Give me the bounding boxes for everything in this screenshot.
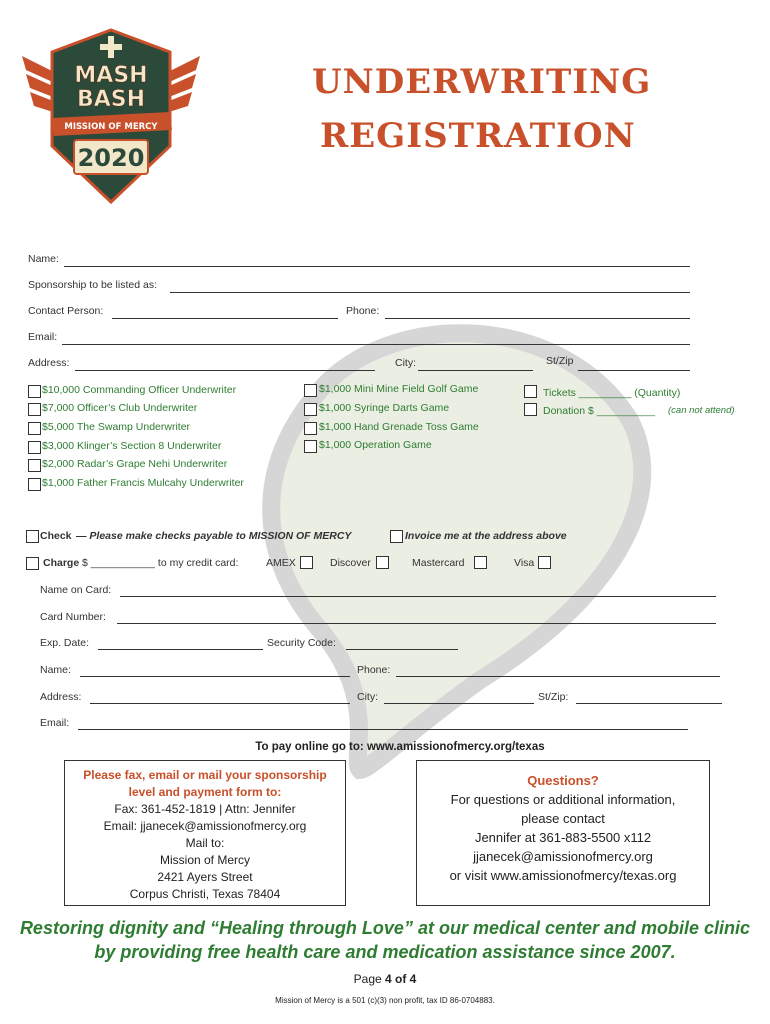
address-label: Address: — [28, 357, 70, 369]
level-label: $5,000 The Swamp Underwriter — [42, 421, 191, 433]
game-checkbox-golf[interactable] — [304, 384, 317, 397]
charge-text: $ ___________ to my credit card: — [82, 557, 239, 569]
mail-heading-1: Please fax, email or mail your sponsorship — [83, 768, 327, 782]
name-on-card-line[interactable] — [120, 596, 716, 597]
online-payment-text: To pay online go to: www.amissionofmercy.org/texas — [255, 741, 545, 753]
mail-heading-2: level and payment form to: — [128, 785, 282, 799]
phone-label: Phone: — [346, 305, 380, 317]
game-checkbox-grenade[interactable] — [304, 422, 317, 435]
payer-phone-label: Phone: — [357, 664, 391, 676]
exp-date-label: Exp. Date: — [40, 637, 90, 649]
contact-person-label: Contact Person: — [28, 305, 104, 317]
svg-text:MISSION OF MERCY: MISSION OF MERCY — [64, 122, 158, 132]
game-checkbox-darts[interactable] — [304, 403, 317, 416]
email-label: Email: — [28, 331, 58, 343]
game-label: $1,000 Hand Grenade Toss Game — [319, 421, 479, 433]
title-line-1: UNDERWRITING — [312, 62, 652, 102]
amex-label: AMEX — [266, 557, 296, 569]
mail-instructions-box — [64, 760, 346, 906]
footer-note: Mission of Mercy is a 501 (c)(3) non profit, tax ID 86-0704883. — [275, 996, 495, 1005]
payer-phone-line[interactable] — [396, 676, 720, 677]
payer-name-line[interactable] — [80, 676, 350, 677]
level-label: $2,000 Radar’s Grape Nehi Underwriter — [42, 458, 228, 470]
email-line: Email: jjanecek@amissionofmercy.org — [103, 819, 307, 833]
tickets-label: Tickets _________ (Quantity) — [543, 387, 681, 399]
payer-address-line[interactable] — [90, 703, 350, 704]
security-code-line[interactable] — [346, 649, 458, 650]
level-label: $10,000 Commanding Officer Underwriter — [42, 384, 237, 396]
game-label: $1,000 Operation Game — [319, 439, 432, 451]
name-line[interactable] — [64, 266, 690, 267]
name-label: Name: — [28, 253, 59, 265]
fax-line: Fax: 361-452-1819 | Attn: Jennifer — [114, 802, 296, 816]
level-checkbox-5000[interactable] — [28, 422, 41, 435]
svg-text:MASH: MASH — [74, 63, 148, 88]
phone-line[interactable] — [385, 318, 690, 319]
sponsorship-label: Sponsorship to be listed as: — [28, 279, 157, 291]
level-checkbox-10000[interactable] — [28, 385, 41, 398]
visa-checkbox[interactable] — [538, 556, 551, 569]
game-label: $1,000 Mini Mine Field Golf Game — [319, 383, 479, 395]
charge-checkbox[interactable] — [26, 557, 39, 570]
title-line-2: REGISTRATION — [320, 116, 636, 156]
check-label: Check — [40, 530, 72, 542]
charge-label: Charge — [43, 557, 80, 569]
level-label: $7,000 Officer’s Club Underwriter — [42, 402, 198, 414]
street-line: 2421 Ayers Street — [157, 870, 253, 884]
org-line: Mission of Mercy — [159, 853, 251, 867]
payer-stzip-label: St/Zip: — [538, 691, 569, 703]
payer-city-line[interactable] — [384, 703, 534, 704]
contact-person-line[interactable] — [112, 318, 338, 319]
payer-email-line[interactable] — [78, 729, 688, 730]
security-code-label: Security Code: — [267, 637, 336, 649]
mail-to-line: Mail to: — [185, 836, 225, 850]
donation-checkbox[interactable] — [524, 403, 537, 416]
sponsorship-line[interactable] — [170, 292, 690, 293]
donation-label: Donation $ __________ — [543, 405, 656, 417]
svg-text:BASH: BASH — [76, 87, 146, 112]
city-label: City: — [395, 357, 416, 369]
city-line[interactable] — [418, 370, 533, 371]
invoice-label: Invoice me at the address above — [405, 530, 567, 542]
amex-checkbox[interactable] — [300, 556, 313, 569]
discover-label: Discover — [330, 557, 371, 569]
invoice-checkbox[interactable] — [390, 530, 403, 543]
mastercard-label: Mastercard — [412, 557, 465, 569]
questions-website: or visit www.amissionofmercy/texas.org — [449, 868, 677, 883]
mash-bash-logo — [22, 26, 200, 208]
questions-heading: Questions? — [527, 773, 599, 788]
questions-box — [416, 760, 710, 906]
svg-text:2020: 2020 — [77, 144, 145, 172]
game-label: $1,000 Syringe Darts Game — [319, 402, 450, 414]
visa-label: Visa — [514, 557, 535, 569]
payer-email-label: Email: — [40, 717, 70, 729]
level-checkbox-2000[interactable] — [28, 459, 41, 472]
mastercard-checkbox[interactable] — [474, 556, 487, 569]
discover-checkbox[interactable] — [376, 556, 389, 569]
check-checkbox[interactable] — [26, 530, 39, 543]
level-label: $3,000 Klinger’s Section 8 Underwriter — [42, 440, 222, 452]
address-line[interactable] — [75, 370, 375, 371]
email-line[interactable] — [62, 344, 690, 345]
game-checkbox-operation[interactable] — [304, 440, 317, 453]
check-note: — Please make checks payable to MISSION OF MERCY — [76, 530, 352, 542]
tagline-line-2: by providing free health care and medication assistance since 2007. — [94, 942, 676, 962]
page-count: 4 of 4 — [385, 972, 417, 986]
city-line: Corpus Christi, Texas 78404 — [129, 887, 281, 901]
exp-date-line[interactable] — [98, 649, 263, 650]
card-number-line[interactable] — [117, 623, 716, 624]
questions-email: jjanecek@amissionofmercy.org — [473, 849, 653, 864]
payer-address-label: Address: — [40, 691, 82, 703]
tickets-checkbox[interactable] — [524, 385, 537, 398]
payer-name-label: Name: — [40, 664, 71, 676]
questions-line-1: For questions or additional information, — [450, 792, 676, 807]
stzip-label: St/Zip — [546, 355, 574, 367]
name-on-card-label: Name on Card: — [40, 584, 112, 596]
level-label: $1,000 Father Francis Mulcahy Underwriter — [42, 477, 244, 489]
tagline-line-1: Restoring dignity and “Healing through Love” at our medical center and mobile clinic — [19, 918, 751, 938]
donation-note: (can not attend) — [668, 405, 735, 416]
card-number-label: Card Number: — [40, 611, 106, 623]
stzip-line[interactable] — [578, 370, 690, 371]
level-checkbox-1000[interactable] — [28, 478, 41, 491]
questions-phone: Jennifer at 361-883-5500 x112 — [474, 830, 652, 845]
page-prefix: Page — [353, 972, 385, 986]
questions-line-2: please contact — [521, 811, 605, 826]
payer-stzip-line[interactable] — [576, 703, 722, 704]
page-number — [0, 972, 770, 986]
payer-city-label: City: — [357, 691, 378, 703]
level-checkbox-7000[interactable] — [28, 403, 41, 416]
level-checkbox-3000[interactable] — [28, 441, 41, 454]
